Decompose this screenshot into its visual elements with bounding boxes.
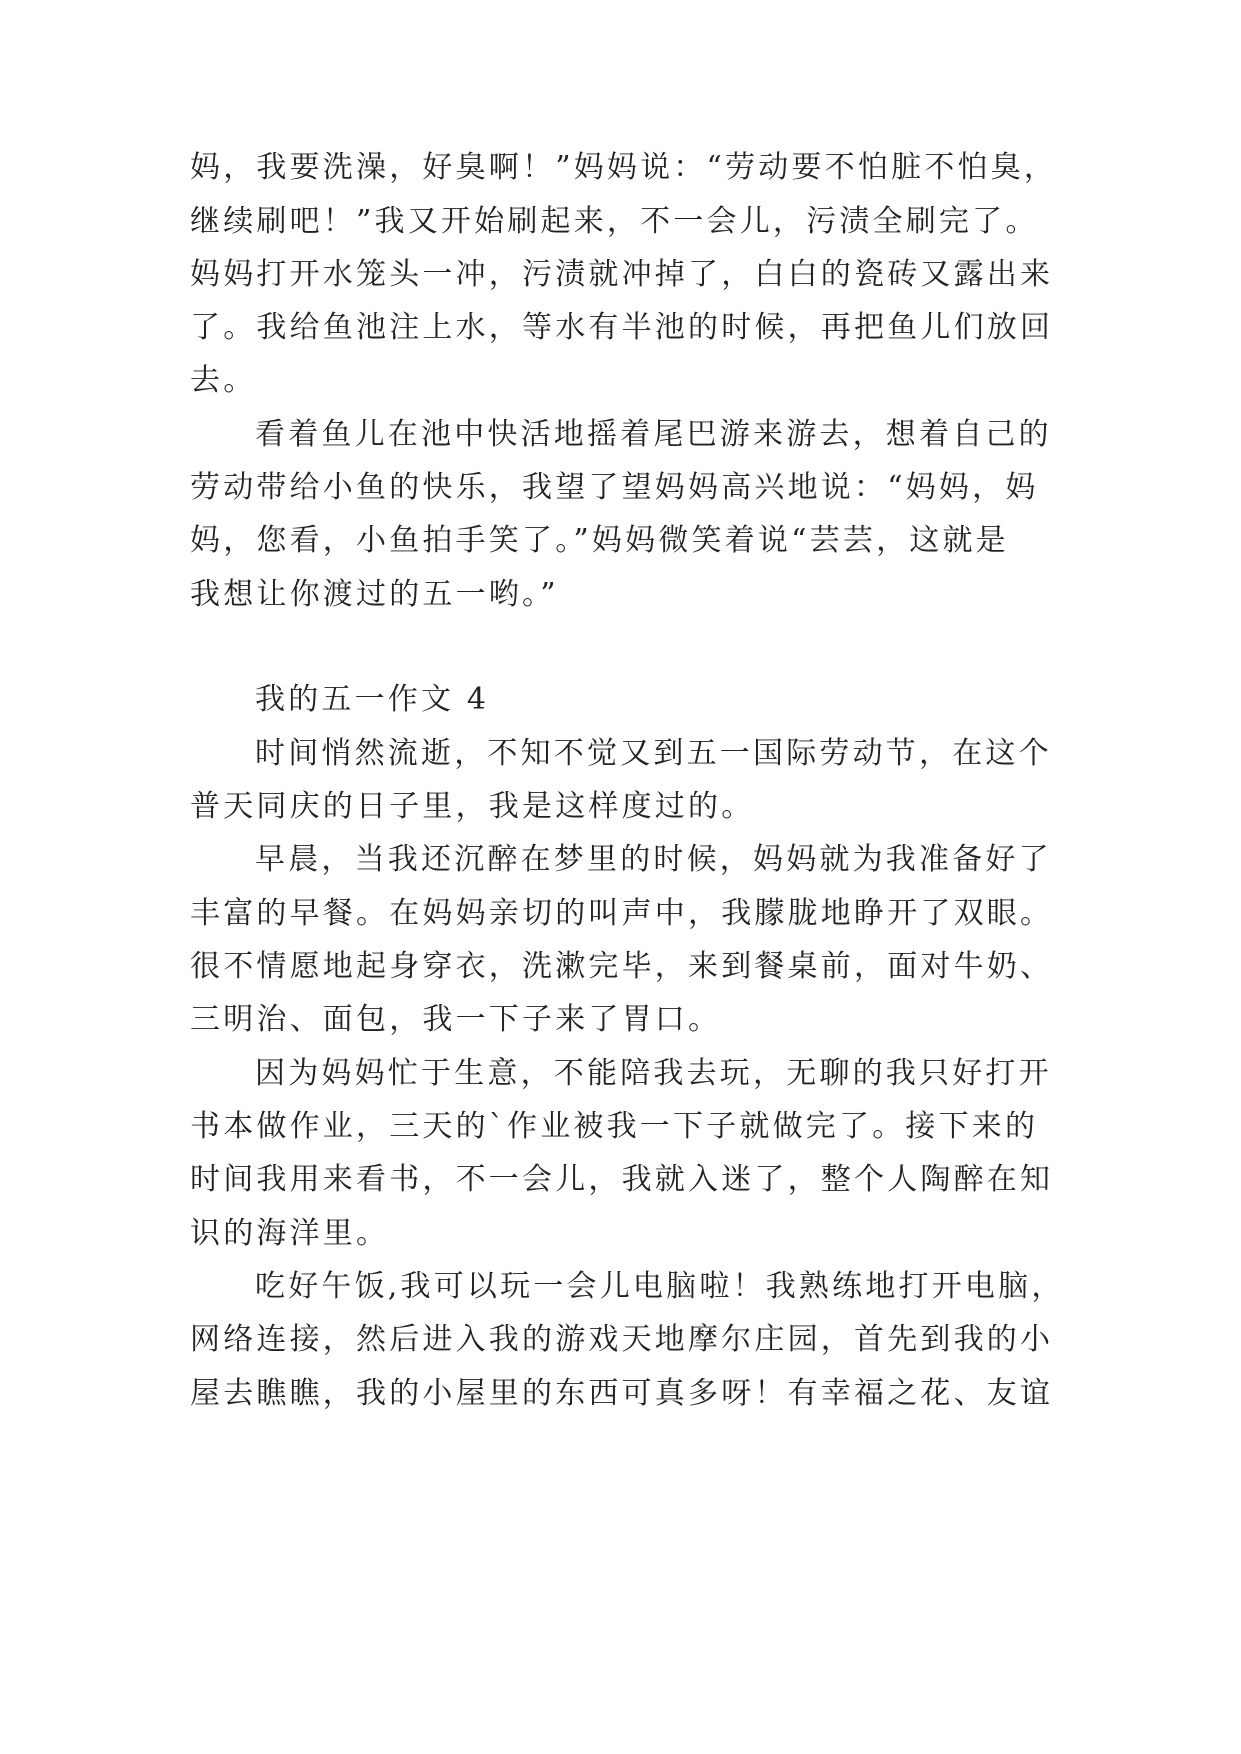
- text-line: 很不情愿地起身穿衣，洗漱完毕，来到餐桌前，面对牛奶、: [190, 949, 1054, 984]
- text-line: 妈，您看，小鱼拍手笑了。”妈妈微笑着说“芸芸，这就是: [190, 523, 1009, 558]
- text-line: 丰富的早餐。在妈妈亲切的叫声中，我朦胧地睁开了双眼。: [190, 896, 1054, 931]
- text-line: 妈妈打开水笼头一冲，污渍就冲掉了，白白的瓷砖又露出来: [190, 257, 1054, 292]
- text-line: 普天同庆的日子里，我是这样度过的。: [190, 789, 755, 824]
- text-line: 了。我给鱼池注上水，等水有半池的时候，再把鱼儿们放回: [190, 310, 1054, 345]
- text-line: 我想让你渡过的五一哟。”: [190, 577, 559, 612]
- text-line: 识的海洋里。: [190, 1216, 390, 1251]
- text-line: 时间我用来看书，不一会儿，我就入迷了，整个人陶醉在知: [190, 1162, 1054, 1197]
- paragraph-start-line: 看着鱼儿在池中快活地摇着尾巴游来游去，想着自己的: [255, 417, 1052, 452]
- text-line: 去。: [190, 363, 257, 398]
- text-line: 网络连接，然后进入我的游戏天地摩尔庄园，首先到我的小: [190, 1322, 1054, 1357]
- paragraph-start-line: 早晨，当我还沉醉在梦里的时候，妈妈就为我准备好了: [255, 842, 1052, 877]
- paragraph-start-line: 因为妈妈忙于生意，不能陪我去玩，无聊的我只好打开: [255, 1056, 1052, 1091]
- text-line: 继续刷吧！”我又开始刷起来，不一会儿，污渍全刷完了。: [190, 204, 1039, 239]
- text-line: 屋去瞧瞧，我的小屋里的东西可真多呀！有幸福之花、友谊: [190, 1376, 1054, 1411]
- text-line: 劳动带给小鱼的快乐，我望了望妈妈高兴地说：“妈妈，妈: [190, 470, 1039, 505]
- text-line: 三明治、面包，我一下子来了胃口。: [190, 1002, 722, 1037]
- text-line: 书本做作业，三天的`作业被我一下子就做完了。接下来的: [190, 1109, 1039, 1144]
- paragraph-start-line: 吃好午饭,我可以玩一会儿电脑啦！我熟练地打开电脑，: [255, 1269, 1065, 1304]
- section-heading: 我的五一作文 4: [255, 682, 490, 717]
- text-line: 妈，我要洗澡，好臭啊！”妈妈说：“劳动要不怕脏不怕臭，: [190, 150, 1058, 185]
- paragraph-start-line: 时间悄然流逝，不知不觉又到五一国际劳动节，在这个: [255, 736, 1052, 771]
